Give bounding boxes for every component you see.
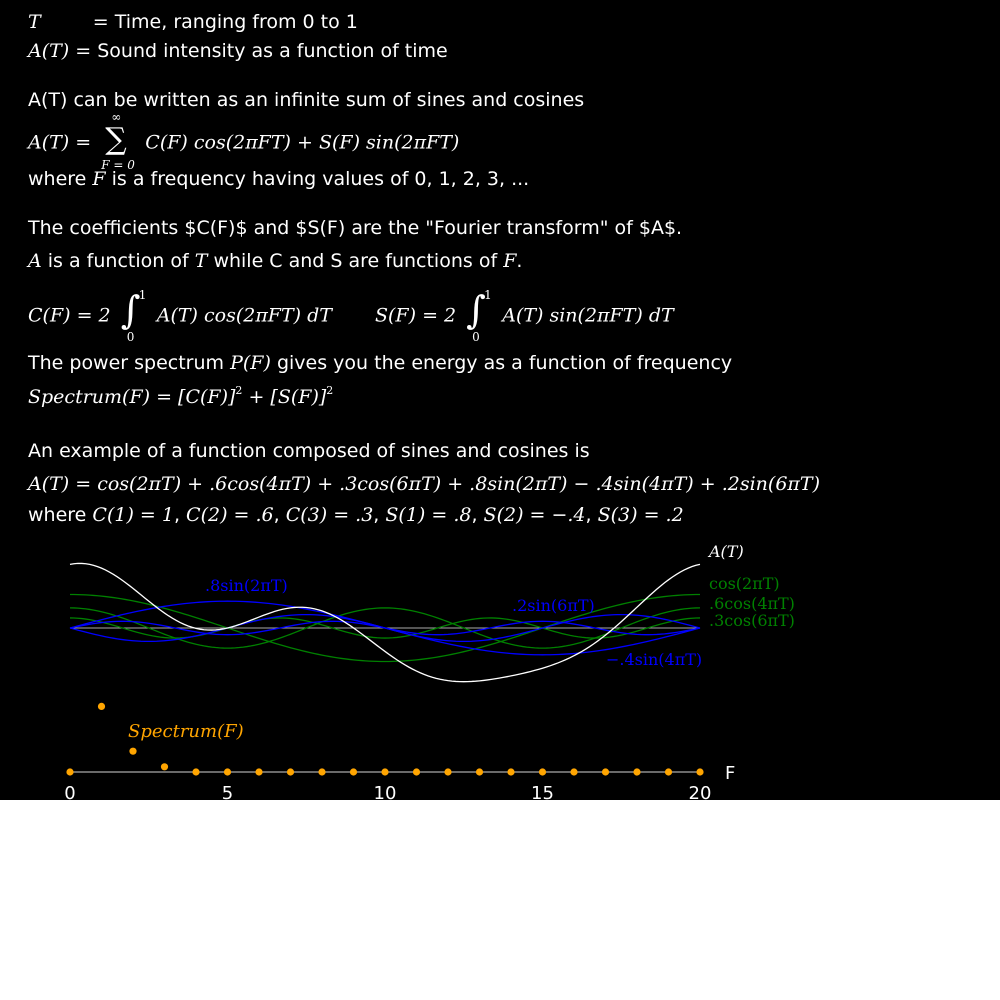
separator: , bbox=[173, 504, 180, 526]
s-rhs: A(T) sin(2πFT) dT bbox=[502, 304, 674, 327]
spectrum-point bbox=[444, 768, 451, 775]
spectrum-point bbox=[381, 768, 388, 775]
spectrum-point bbox=[507, 768, 514, 775]
label-sin-1: .8sin(2πT) bbox=[205, 576, 288, 595]
coef-intro: The coefficients $C(F)$ and $S(F) are the "Fourier transform" of $A$. bbox=[28, 217, 683, 239]
t-description: = Time, ranging from 0 to 1 bbox=[92, 11, 358, 33]
var-a: A bbox=[28, 250, 42, 272]
x-tick-label: 0 bbox=[64, 783, 76, 800]
spectrum-point bbox=[539, 768, 546, 775]
spectrum-point bbox=[192, 768, 199, 775]
spectrum-point bbox=[255, 768, 262, 775]
coef-where: where bbox=[28, 504, 87, 526]
label-cos-3: .3cos(6πT) bbox=[709, 611, 795, 630]
coef-s1: S(1) = .8 bbox=[385, 504, 472, 526]
label-cos-2: .6cos(4πT) bbox=[709, 594, 795, 613]
separator: , bbox=[471, 504, 478, 526]
example-intro: An example of a function composed of sines and cosines is bbox=[28, 440, 590, 462]
spectrum-point bbox=[602, 768, 609, 775]
spectrum-point bbox=[665, 768, 672, 775]
summation-symbol: ∞ ∑ F = 0 bbox=[101, 110, 135, 172]
label-sin-2: −.4sin(4πT) bbox=[606, 650, 703, 669]
spectrum-point bbox=[66, 768, 73, 775]
separator: , bbox=[585, 504, 592, 526]
label-cos-1: cos(2πT) bbox=[709, 574, 780, 593]
spectrum-formula-b: + [S(F)] bbox=[242, 386, 327, 408]
var-f: F bbox=[503, 250, 517, 272]
int-lower: 0 bbox=[126, 330, 135, 344]
spectrum-plot bbox=[64, 703, 735, 800]
text-while: while C and S are functions of bbox=[213, 250, 498, 272]
t-symbol: T bbox=[28, 11, 41, 33]
int-lower: 0 bbox=[472, 330, 480, 344]
separator: , bbox=[373, 504, 380, 526]
x-tick-label: 10 bbox=[373, 783, 397, 800]
label-sum: A(T) bbox=[709, 542, 744, 561]
text-function-of: is a function of bbox=[47, 250, 189, 272]
sum-lower-limit: F = 0 bbox=[101, 158, 135, 172]
s-lhs: S(F) = 2 bbox=[375, 304, 457, 327]
spectrum-point bbox=[413, 768, 420, 775]
coef-c2: C(2) = .6 bbox=[186, 504, 274, 526]
sum-rhs: C(F) cos(2πFT) + S(F) sin(2πFT) bbox=[145, 131, 460, 154]
spectrum-point bbox=[224, 768, 231, 775]
var-t: T bbox=[194, 250, 208, 272]
a-description: = Sound intensity as a function of time bbox=[75, 40, 448, 62]
x-tick-label: 20 bbox=[688, 783, 712, 800]
power-text-b: gives you the energy as a function of frequency bbox=[276, 352, 733, 374]
x-tick-label: 15 bbox=[531, 783, 554, 800]
sum-intro: A(T) can be written as an infinite sum of sines and cosines bbox=[28, 89, 585, 111]
spectrum-label: Spectrum(F) bbox=[128, 721, 244, 742]
a-symbol: A(T) bbox=[28, 40, 70, 62]
superscript-2: 2 bbox=[326, 384, 334, 397]
power-text-a: The power spectrum bbox=[28, 352, 225, 374]
where-rest: is a frequency having values of 0, 1, 2, 3, ... bbox=[111, 168, 530, 190]
c-lhs: C(F) = 2 bbox=[28, 304, 111, 327]
period: . bbox=[516, 250, 523, 272]
spectrum-point bbox=[696, 768, 703, 775]
spectrum-point bbox=[287, 768, 294, 775]
spectrum-point bbox=[129, 748, 136, 755]
int-upper: 1 bbox=[138, 288, 147, 302]
int-upper: 1 bbox=[484, 288, 492, 302]
sum-lhs: A(T) = bbox=[28, 131, 92, 154]
spectrum-point bbox=[476, 768, 483, 775]
x-tick-label: 5 bbox=[221, 783, 234, 800]
spectrum-point bbox=[318, 768, 325, 775]
power-var: P(F) bbox=[230, 352, 271, 374]
spectrum-point bbox=[98, 703, 105, 710]
coef-c3: C(3) = .3 bbox=[285, 504, 374, 526]
example-formula: A(T) = cos(2πT) + .6cos(4πT) + .3cos(6πT) + .8sin(2πT) − .4sin(4πT) + .2sin(6πT) bbox=[28, 473, 820, 495]
where-prefix: where bbox=[28, 168, 87, 190]
sum-upper-limit: ∞ bbox=[111, 110, 122, 124]
coef-c1: C(1) = 1 bbox=[92, 504, 174, 526]
integral-symbol: ∫ 1 0 bbox=[120, 288, 147, 344]
spectrum-point bbox=[570, 768, 577, 775]
coef-s3: S(3) = .2 bbox=[597, 504, 684, 526]
integral-symbol: ∫ 1 0 bbox=[466, 288, 492, 344]
superscript-2: 2 bbox=[235, 384, 243, 397]
where-var: F bbox=[92, 168, 106, 190]
spectrum-point bbox=[633, 768, 640, 775]
separator: , bbox=[273, 504, 280, 526]
spectrum-formula-a: Spectrum(F) = [C(F)] bbox=[28, 386, 236, 408]
coef-s2: S(2) = −.4 bbox=[483, 504, 586, 526]
axis-label-f: F bbox=[725, 763, 736, 784]
label-sin-3: .2sin(6πT) bbox=[512, 596, 595, 615]
spectrum-point bbox=[161, 763, 168, 770]
c-rhs: A(T) cos(2πFT) dT bbox=[156, 304, 332, 327]
spectrum-point bbox=[350, 768, 357, 775]
waveform-labels bbox=[205, 542, 795, 669]
